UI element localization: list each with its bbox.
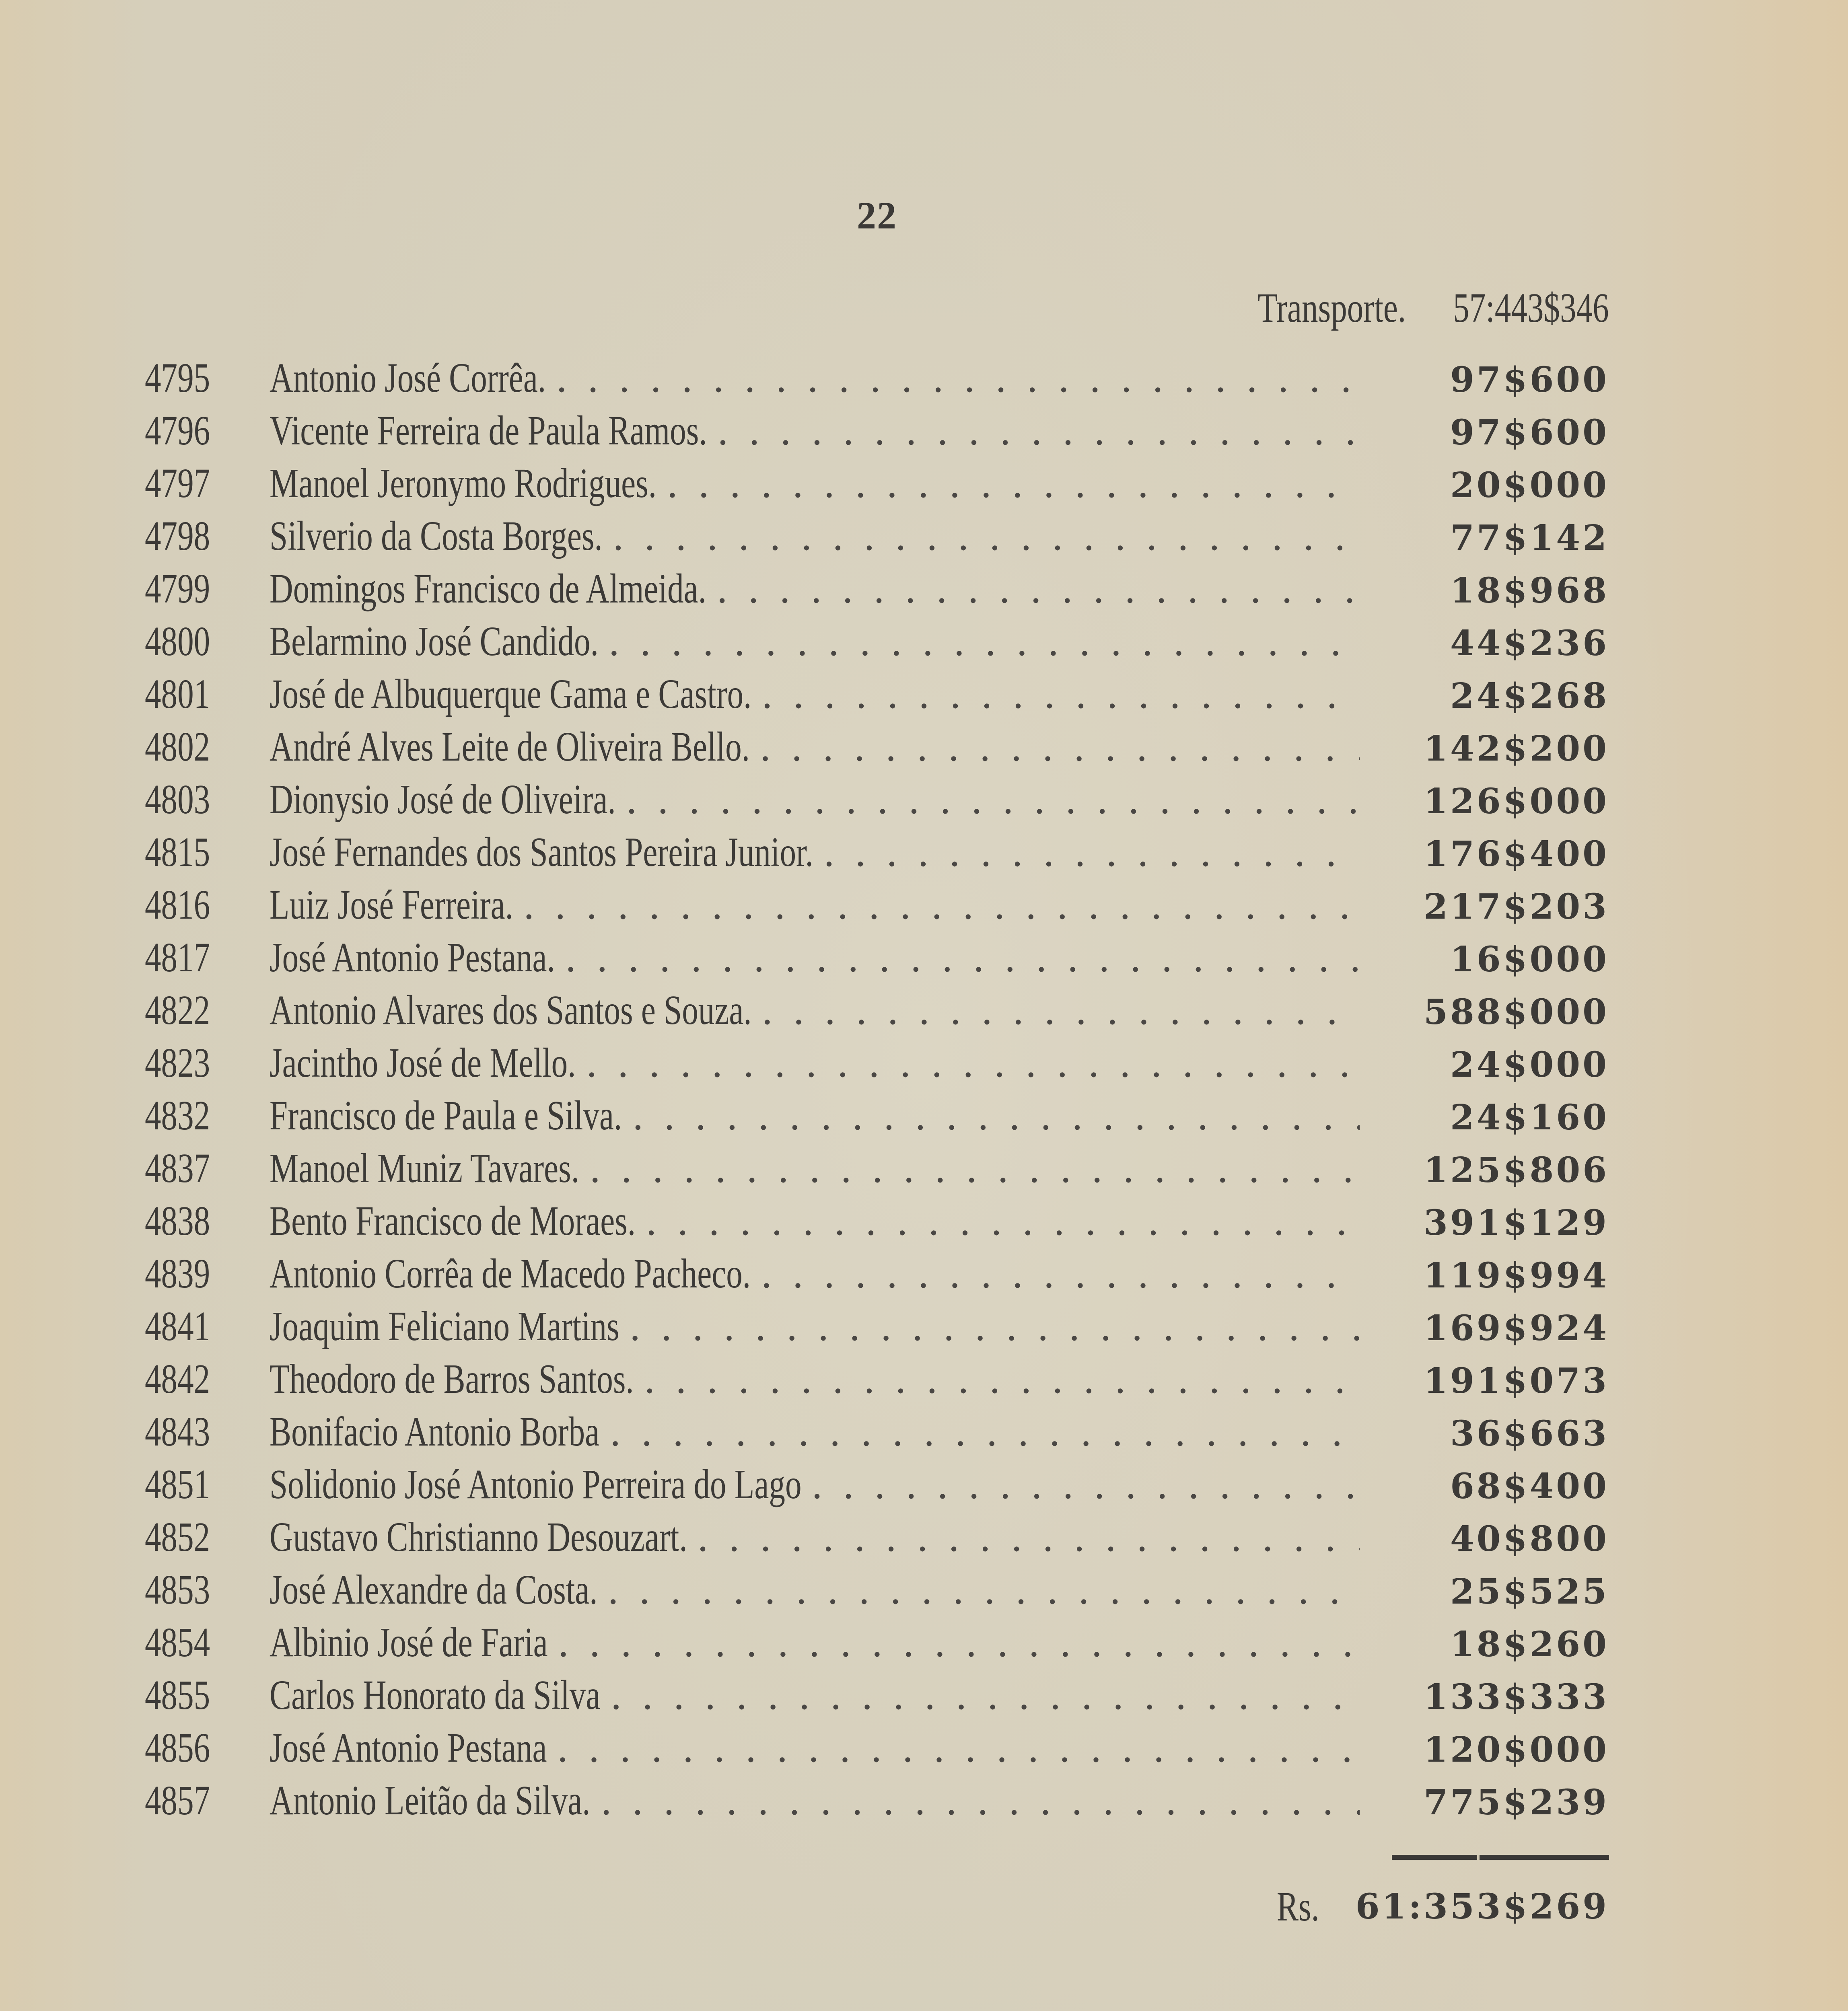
transport-label: Transporte. xyxy=(1257,284,1406,331)
entry-amount: 68$400 xyxy=(1450,1466,1609,1507)
entry-number: 4816 xyxy=(145,882,210,928)
dot-leader xyxy=(801,1460,1360,1508)
entry-number: 4823 xyxy=(145,1040,210,1086)
entry-name: Antonio Leitão da Silva. xyxy=(270,1777,591,1824)
entry-name-cell xyxy=(270,934,1360,981)
entry-amount: 126$000 xyxy=(1424,781,1609,822)
transport-amount: 57:443$346 xyxy=(1453,284,1609,331)
entry-name: Vicente Ferreira de Paula Ramos. xyxy=(270,407,707,454)
dot-leader xyxy=(619,1302,1360,1350)
entry-number: 4797 xyxy=(145,460,210,506)
transport-line xyxy=(1258,284,1609,332)
entry-number: 4815 xyxy=(145,829,210,875)
dot-leader xyxy=(603,512,1360,560)
entry-amount: 169$924 xyxy=(1424,1308,1609,1349)
entry-name-cell xyxy=(270,1302,1360,1350)
entry-amount: 588$000 xyxy=(1424,992,1609,1032)
entry-number: 4798 xyxy=(145,513,210,559)
entry-name-cell xyxy=(270,1408,1360,1456)
entry-name-cell xyxy=(270,1566,1360,1614)
entry-number: 4817 xyxy=(145,934,210,981)
ledger-row xyxy=(145,407,1609,459)
entry-name: Domingos Francisco de Almeida. xyxy=(270,565,706,612)
entry-name: Gustavo Christianno Desouzart. xyxy=(270,1514,687,1560)
entry-name-cell xyxy=(270,1618,1360,1666)
dot-leader xyxy=(547,1724,1360,1772)
entry-name-cell xyxy=(270,1092,1360,1139)
entry-amount: 217$203 xyxy=(1424,886,1609,927)
entry-amount: 97$600 xyxy=(1450,360,1609,400)
entry-name: Belarmino José Candido. xyxy=(270,618,599,664)
entry-number: 4843 xyxy=(145,1409,210,1455)
entry-name: Joaquim Feliciano Martins xyxy=(270,1303,619,1349)
dot-leader xyxy=(546,354,1360,402)
entry-name-cell xyxy=(270,407,1360,454)
dot-leader xyxy=(706,565,1360,613)
dot-leader xyxy=(751,670,1360,718)
ledger-row xyxy=(145,1566,1609,1618)
ledger-row xyxy=(145,723,1609,775)
entry-amount: 20$000 xyxy=(1450,465,1609,506)
entry-name: Bento Francisco de Moraes. xyxy=(270,1198,636,1244)
entry-amount: 18$968 xyxy=(1450,570,1609,611)
entry-amount: 125$806 xyxy=(1424,1150,1609,1191)
total-line xyxy=(1265,1882,1609,1931)
entry-amount: 24$000 xyxy=(1450,1045,1609,1085)
entry-number: 4799 xyxy=(145,565,210,612)
entry-name-cell xyxy=(270,565,1360,613)
ledger-row xyxy=(145,1671,1609,1724)
entry-amount: 16$000 xyxy=(1450,939,1609,980)
ledger-row xyxy=(145,1513,1609,1566)
dot-leader xyxy=(600,1408,1360,1456)
entry-amount: 36$663 xyxy=(1450,1413,1609,1454)
dot-leader xyxy=(813,828,1360,876)
entry-name: José Alexandre da Costa. xyxy=(270,1567,598,1613)
entry-name-cell xyxy=(270,1671,1360,1719)
entry-amount: 120$000 xyxy=(1424,1729,1609,1770)
entry-amount: 119$994 xyxy=(1424,1255,1609,1296)
ledger-row xyxy=(145,354,1609,407)
dot-leader xyxy=(750,723,1360,771)
entry-number: 4832 xyxy=(145,1092,210,1139)
entry-amount: 24$160 xyxy=(1450,1097,1609,1138)
entry-name: Jacintho José de Mello. xyxy=(270,1040,576,1086)
ledger-row xyxy=(145,1197,1609,1250)
entry-name: Antonio Corrêa de Macedo Pacheco. xyxy=(270,1250,751,1297)
ledger-row xyxy=(145,459,1609,512)
entry-amount: 97$600 xyxy=(1450,412,1609,453)
ledger-row xyxy=(145,934,1609,986)
entry-name-cell xyxy=(270,1250,1360,1297)
ledger-row xyxy=(145,1250,1609,1302)
entry-name: André Alves Leite de Oliveira Bello. xyxy=(270,724,750,770)
dot-leader xyxy=(597,1566,1360,1614)
dot-leader xyxy=(555,934,1360,981)
ledger-row xyxy=(145,775,1609,828)
entry-name-cell xyxy=(270,1513,1360,1561)
entry-number: 4822 xyxy=(145,987,210,1033)
entry-name: Antonio Alvares dos Santos e Souza. xyxy=(270,987,752,1033)
entry-amount: 191$073 xyxy=(1424,1361,1609,1401)
entry-name-cell xyxy=(270,986,1360,1034)
total-amount: 61:353$269 xyxy=(1355,1886,1609,1927)
entry-name-cell xyxy=(270,828,1360,876)
entry-name-cell xyxy=(270,881,1360,929)
entry-name: Silverio da Costa Borges. xyxy=(270,513,603,559)
ledger-row xyxy=(145,881,1609,934)
ledger-row xyxy=(145,1460,1609,1513)
dot-leader xyxy=(576,1039,1360,1087)
entry-name: Dionysio José de Oliveira. xyxy=(270,776,616,822)
entry-amount: 775$239 xyxy=(1424,1782,1609,1823)
dot-leader xyxy=(598,617,1360,665)
entry-name-cell xyxy=(270,670,1360,718)
ledger-row xyxy=(145,1144,1609,1197)
entry-name: Manoel Jeronymo Rodrigues. xyxy=(270,460,657,506)
entry-number: 4837 xyxy=(145,1145,210,1191)
ledger-row xyxy=(145,1618,1609,1671)
entry-amount: 133$333 xyxy=(1424,1677,1609,1717)
entry-number: 4838 xyxy=(145,1198,210,1244)
dot-leader xyxy=(751,986,1360,1034)
entry-number: 4841 xyxy=(145,1303,210,1349)
ledger-row xyxy=(145,670,1609,723)
dot-leader xyxy=(636,1197,1360,1245)
entry-name-cell xyxy=(270,1197,1360,1245)
entry-name-cell xyxy=(270,775,1360,823)
entry-number: 4854 xyxy=(145,1619,210,1666)
entry-amount: 18$260 xyxy=(1450,1624,1609,1665)
dot-leader xyxy=(616,775,1360,823)
dot-leader xyxy=(601,1671,1360,1719)
ledger-row xyxy=(145,1302,1609,1355)
entry-name-cell xyxy=(270,354,1360,402)
entry-number: 4800 xyxy=(145,618,210,664)
entry-number: 4842 xyxy=(145,1356,210,1402)
entry-number: 4852 xyxy=(145,1514,210,1560)
entry-number: 4853 xyxy=(145,1567,210,1613)
entry-amount: 44$236 xyxy=(1450,623,1609,664)
entry-amount: 391$129 xyxy=(1424,1203,1609,1243)
document-page xyxy=(145,0,1609,2011)
entry-number: 4855 xyxy=(145,1672,210,1718)
ledger-row xyxy=(145,1777,1609,1829)
entry-name: Theodoro de Barros Santos. xyxy=(270,1356,634,1402)
entry-name: Bonifacio Antonio Borba xyxy=(270,1409,600,1455)
dot-leader xyxy=(547,1618,1360,1666)
ledger-row xyxy=(145,565,1609,617)
entry-amount: 40$800 xyxy=(1450,1519,1609,1559)
entry-number: 4795 xyxy=(145,355,210,401)
entry-name: José Antonio Pestana. xyxy=(270,934,555,981)
ledger-row xyxy=(145,1724,1609,1777)
total-label: Rs. xyxy=(1276,1883,1319,1930)
entry-name: Albinio José de Faria xyxy=(270,1619,548,1666)
ledger-row xyxy=(145,828,1609,881)
entry-number: 4803 xyxy=(145,776,210,822)
ledger-row xyxy=(145,512,1609,565)
dot-leader xyxy=(579,1144,1360,1192)
entry-number: 4857 xyxy=(145,1777,210,1824)
entry-name-cell xyxy=(270,1724,1360,1772)
entry-name: Antonio José Corrêa. xyxy=(270,355,546,401)
dot-leader xyxy=(687,1513,1360,1561)
entry-name: José de Albuquerque Gama e Castro. xyxy=(270,671,752,717)
entry-amount: 176$400 xyxy=(1424,834,1609,874)
dot-leader xyxy=(634,1355,1360,1403)
page-number: 22 xyxy=(857,194,897,237)
entry-name: Luiz José Ferreira. xyxy=(270,882,513,928)
entry-name-cell xyxy=(270,723,1360,771)
entry-amount: 25$525 xyxy=(1450,1571,1609,1612)
entry-name-cell xyxy=(270,1355,1360,1403)
ledger-row xyxy=(145,1039,1609,1092)
ledger-row xyxy=(145,1092,1609,1144)
entry-name-cell xyxy=(270,617,1360,665)
ledger-row xyxy=(145,617,1609,670)
entry-name-cell xyxy=(270,459,1360,507)
entry-amount: 77$142 xyxy=(1450,518,1609,558)
dot-leader xyxy=(622,1092,1360,1139)
entry-name: Manoel Muniz Tavares. xyxy=(270,1145,580,1191)
ledger-row xyxy=(145,986,1609,1039)
entry-number: 4796 xyxy=(145,407,210,454)
entry-name: José Antonio Pestana xyxy=(270,1725,547,1771)
entry-name-cell xyxy=(270,512,1360,560)
dot-leader xyxy=(656,459,1360,507)
entry-number: 4802 xyxy=(145,724,210,770)
entry-number: 4851 xyxy=(145,1461,210,1507)
total-rule-divider xyxy=(1392,1855,1609,1860)
entry-amount: 142$200 xyxy=(1424,728,1609,769)
ledger-row xyxy=(145,1408,1609,1460)
dot-leader xyxy=(707,407,1360,454)
entry-name-cell xyxy=(270,1460,1360,1508)
ledger-list xyxy=(145,354,1609,1829)
ledger-row xyxy=(145,1355,1609,1408)
dot-leader xyxy=(591,1777,1360,1824)
entry-name: José Fernandes dos Santos Pereira Junior. xyxy=(270,829,813,875)
entry-name-cell xyxy=(270,1144,1360,1192)
dot-leader xyxy=(751,1250,1360,1297)
entry-name-cell xyxy=(270,1777,1360,1824)
entry-amount: 24$268 xyxy=(1450,676,1609,716)
entry-name-cell xyxy=(270,1039,1360,1087)
entry-number: 4801 xyxy=(145,671,210,717)
entry-number: 4839 xyxy=(145,1250,210,1297)
dot-leader xyxy=(513,881,1360,929)
entry-number: 4856 xyxy=(145,1725,210,1771)
entry-name: Solidonio José Antonio Perreira do Lago xyxy=(270,1461,802,1507)
entry-name: Francisco de Paula e Silva. xyxy=(270,1092,622,1139)
entry-name: Carlos Honorato da Silva xyxy=(270,1672,601,1718)
